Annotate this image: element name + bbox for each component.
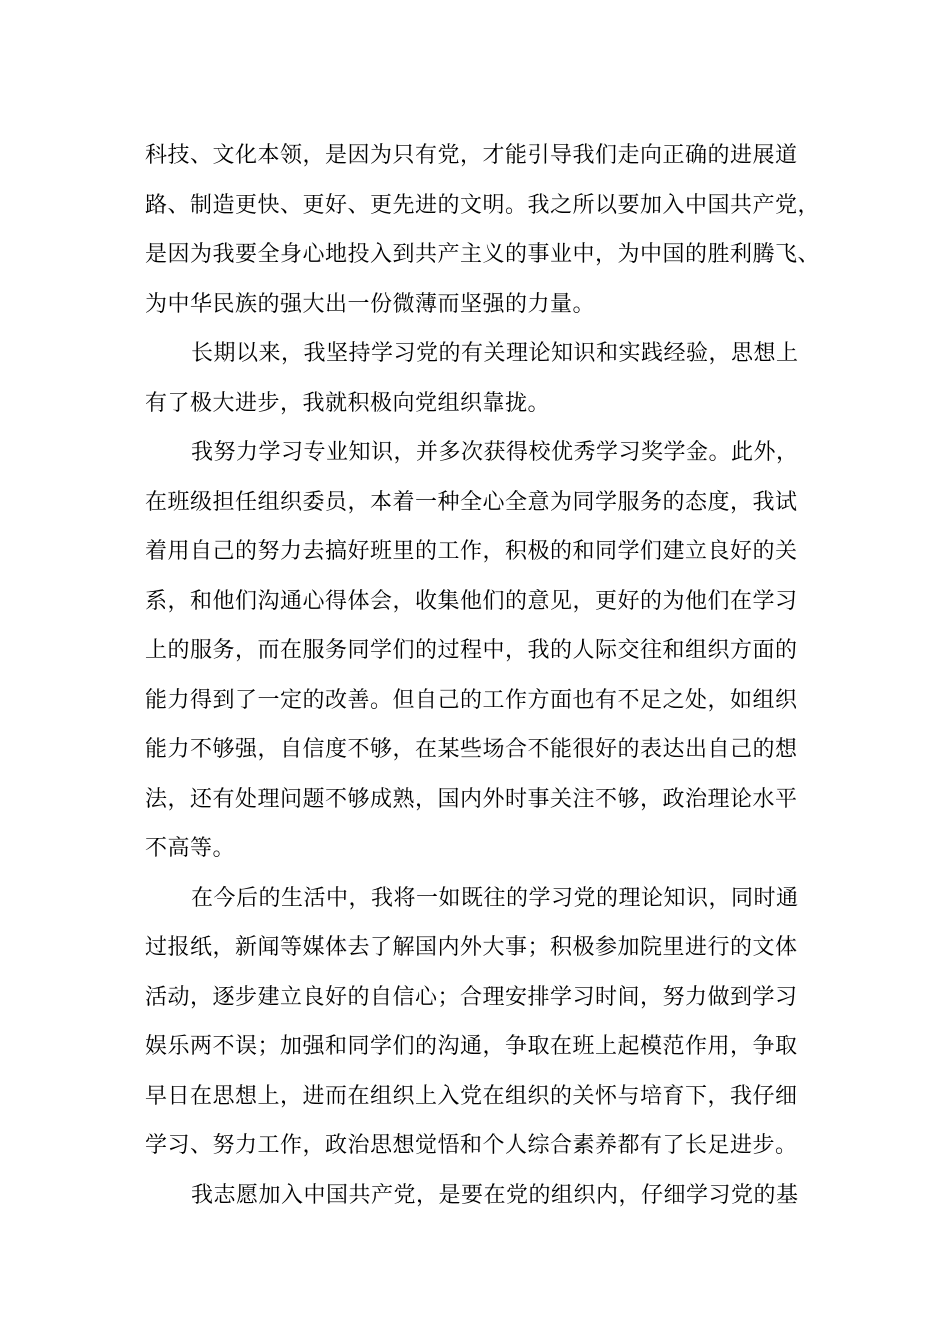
text-line: 学习、努力工作，政治思想觉悟和个人综合素养都有了长足进步。 [145,1133,798,1158]
text-line: 着用自己的努力去搞好班里的工作，积极的和同学们建立良好的关 [145,539,798,564]
text-line: 有了极大进步，我就积极向党组织靠拢。 [145,390,551,416]
body-text [145,131,825,1220]
text-line: 不高等。 [145,836,236,861]
text-line: 系，和他们沟通心得体会，收集他们的意见，更好的为他们在学习 [145,588,798,614]
text-line: 在班级担任组织委员，本着一种全心全意为同学服务的态度，我试 [145,489,798,515]
text-line: 长期以来，我坚持学习党的有关理论知识和实践经验，思想上 [191,341,799,366]
text-line: 娱乐两不误；加强和同学们的沟通，争取在班上起模范作用，争取 [145,1034,798,1059]
text-line: 过报纸，新闻等媒体去了解国内外大事；积极参加院里进行的文体 [145,935,798,960]
text-line: 路、制造更快、更好、更先进的文明。我之所以要加入中国共产党， [145,192,821,218]
text-line: 能力得到了一定的改善。但自己的工作方面也有不足之处，如组织 [145,687,798,713]
text-line: 是因为我要全身心地投入到共产主义的事业中，为中国的胜利腾飞、 [145,242,821,267]
text-line: 我志愿加入中国共产党，是要在党的组织内，仔细学习党的基 [191,1182,799,1208]
text-line: 科技、文化本领，是因为只有党，才能引导我们走向正确的进展道 [145,143,798,168]
text-line: 早日在思想上，进而在组织上入党在组织的关怀与培育下，我仔细 [145,1083,798,1109]
text-line: 上的服务，而在服务同学们的过程中，我的人际交往和组织方面的 [145,638,798,663]
text-line: 我努力学习专业知识，并多次获得校优秀学习奖学金。此外， [191,440,799,465]
text-line: 法，还有处理问题不够成熟，国内外时事关注不够，政治理论水平 [145,786,798,812]
text-line: 活动，逐步建立良好的自信心；合理安排学习时间，努力做到学习 [145,984,798,1010]
text-line: 为中华民族的强大出一份微薄而坚强的力量。 [145,291,596,317]
text-line: 能力不够强，自信度不够，在某些场合不能很好的表达出自己的想 [145,737,798,762]
text-line: 在今后的生活中，我将一如既往的学习党的理论知识，同时通 [191,885,799,911]
